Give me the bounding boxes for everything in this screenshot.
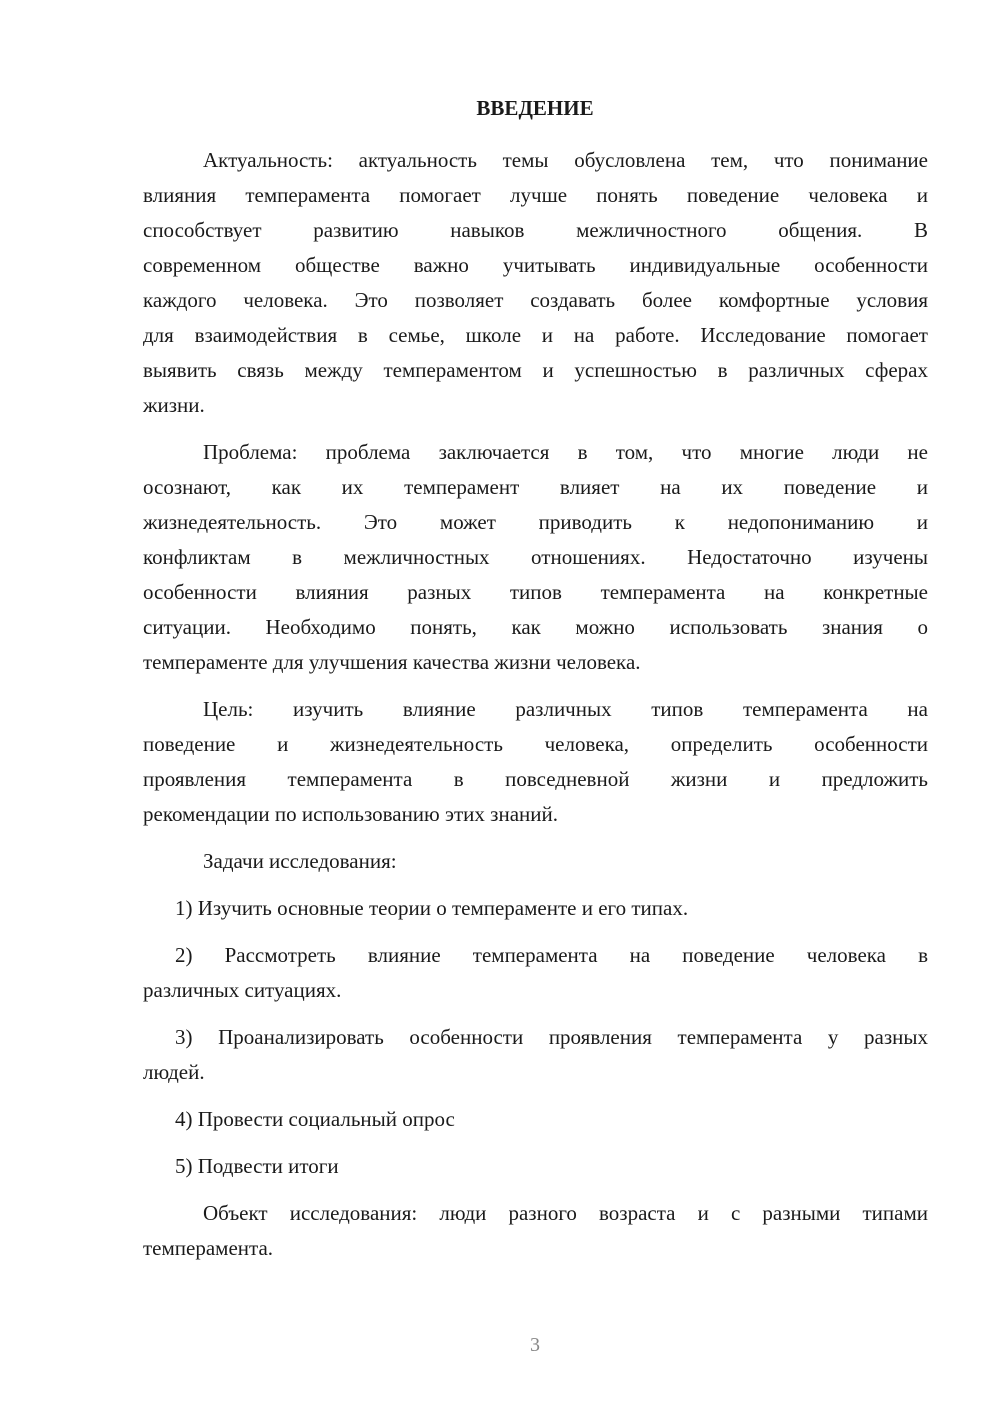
text-line: ситуации. Необходимо понять, как можно использовать знания о (143, 615, 928, 639)
text-line: влияния темперамента помогает лучше понять поведение человека и (143, 183, 928, 207)
paragraph (143, 143, 928, 423)
task-list-item (143, 938, 928, 1008)
text-line: каждого человека. Это позволяет создавать более комфортные условия (143, 288, 928, 312)
text-line: Задачи исследования: (203, 849, 397, 873)
section-title: ВВЕДЕНИЕ (476, 96, 594, 120)
paragraph (143, 1196, 928, 1266)
text-line: жизнедеятельность. Это может приводить к недопониманию и (143, 510, 928, 534)
text-line: для взаимодействия в семье, школе и на работе. Исследование помогает (143, 323, 928, 347)
text-line: конфликтам в межличностных отношениях. Недостаточно изучены (143, 545, 928, 569)
paragraph (143, 435, 928, 680)
task-list-item (143, 1020, 928, 1090)
text-line: Проблема: проблема заключается в том, что многие люди не (203, 440, 928, 464)
text-line: 5) Подвести итоги (175, 1154, 339, 1178)
text-line: поведение и жизнедеятельность человека, определить особенности (143, 732, 928, 756)
task-list-item (143, 891, 928, 926)
text-line: осознают, как их темперамент влияет на их поведение и (143, 475, 928, 499)
text-line: Актуальность: актуальность темы обусловлена тем, что понимание (203, 148, 928, 172)
text-line: Объект исследования: люди разного возраста и с разными типами (203, 1201, 928, 1225)
task-list-item (143, 1149, 928, 1184)
text-line: 2) Рассмотреть влияние темперамента на поведение человека в (175, 943, 928, 967)
text-line: 4) Провести социальный опрос (175, 1107, 455, 1131)
text-line: темперамента. (143, 1236, 274, 1260)
text-line: 1) Изучить основные теории о темпераменте и его типах. (175, 896, 689, 920)
page-number: 3 (530, 1334, 540, 1356)
text-line: рекомендации по использованию этих знаний. (143, 802, 558, 826)
text-line: особенности влияния разных типов темперамента на конкретные (143, 580, 928, 604)
document-body (143, 143, 928, 1278)
text-line: выявить связь между темпераментом и успешностью в различных сферах (143, 358, 928, 382)
text-line: жизни. (143, 393, 205, 417)
text-line: людей. (143, 1060, 205, 1084)
text-line: 3) Проанализировать особенности проявления темперамента у разных (175, 1025, 928, 1049)
text-line: темпераменте для улучшения качества жизни человека. (143, 650, 641, 674)
task-list-item (143, 1102, 928, 1137)
text-line: Цель: изучить влияние различных типов темперамента на (203, 697, 928, 721)
paragraph (143, 844, 928, 879)
text-line: проявления темперамента в повседневной жизни и предложить (143, 767, 928, 791)
text-line: способствует развитию навыков межличностного общения. В (143, 218, 928, 242)
text-line: современном обществе важно учитывать индивидуальные особенности (143, 253, 928, 277)
text-line: различных ситуациях. (143, 978, 342, 1002)
paragraph (143, 692, 928, 832)
